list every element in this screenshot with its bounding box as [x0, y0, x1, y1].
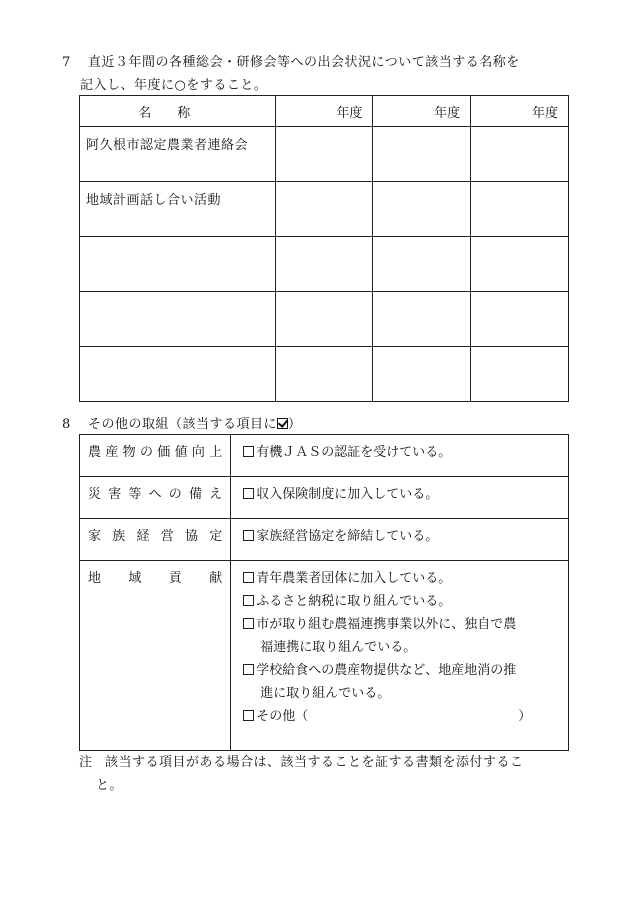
- checkbox-item[interactable]: 学校給食への農産物提供など、地産地消の推: [243, 659, 568, 682]
- meeting-name-cell[interactable]: [80, 347, 276, 402]
- meeting-name-cell[interactable]: 阿久根市認定農業者連絡会: [80, 127, 276, 182]
- checkbox-icon[interactable]: [243, 664, 254, 675]
- section7-title-line2: 記入し、年度に○をすること。: [80, 78, 268, 93]
- section7-heading: [62, 51, 520, 70]
- meeting-name-cell[interactable]: [80, 292, 276, 347]
- category-items: [231, 477, 569, 519]
- year-cell[interactable]: [471, 127, 569, 182]
- table-row: [80, 182, 569, 237]
- category-label: 災害等への備え: [80, 477, 231, 519]
- initiatives-table: [79, 434, 569, 751]
- checkbox-item[interactable]: 収入保険制度に加入している。: [243, 483, 568, 506]
- year-cell[interactable]: [471, 182, 569, 237]
- checked-box-icon: [277, 418, 288, 429]
- table-row: [80, 237, 569, 292]
- checkbox-item[interactable]: 有機ＪＡＳの認証を受けている。: [243, 441, 568, 464]
- table-row: [80, 435, 569, 477]
- checkbox-icon[interactable]: [243, 710, 254, 721]
- checkbox-item[interactable]: 市が取り組む農福連携事業以外に、独自で農: [243, 613, 568, 636]
- attendance-table: [79, 95, 569, 402]
- year-cell[interactable]: [373, 237, 471, 292]
- year-cell[interactable]: [471, 237, 569, 292]
- category-label: 地域貢献: [80, 561, 231, 751]
- checkbox-icon[interactable]: [243, 488, 254, 499]
- table-row: [80, 561, 569, 751]
- year-cell[interactable]: [275, 127, 373, 182]
- year-cell[interactable]: [373, 127, 471, 182]
- checkbox-icon[interactable]: [243, 446, 254, 457]
- year-cell[interactable]: [275, 292, 373, 347]
- note-label: 注: [79, 755, 93, 770]
- checkbox-icon[interactable]: [243, 595, 254, 606]
- section8-title-end: ）: [288, 417, 302, 432]
- year-cell[interactable]: [373, 182, 471, 237]
- header-year-2: 年度: [373, 96, 471, 127]
- section7-title-line1: 直近３年間の各種総会・研修会等への出会状況について該当する名称を: [88, 55, 520, 70]
- table-row: [80, 292, 569, 347]
- table-row: [80, 347, 569, 402]
- meeting-name-cell[interactable]: 地域計画話し合い活動: [80, 182, 276, 237]
- checkbox-item[interactable]: 家族経営協定を締結している。: [243, 525, 568, 548]
- attendance-header-row: [80, 96, 569, 127]
- table-row: [80, 127, 569, 182]
- checkbox-icon[interactable]: [243, 530, 254, 541]
- note-cont: [96, 774, 123, 797]
- checkbox-item-cont: 進に取り組んでいる。: [260, 686, 391, 701]
- category-items: [231, 435, 569, 477]
- section7-number: 7: [62, 55, 71, 70]
- year-cell[interactable]: [373, 347, 471, 402]
- meeting-name-cell[interactable]: [80, 237, 276, 292]
- note-line2: と。: [96, 778, 124, 793]
- header-year-1: 年度: [275, 96, 373, 127]
- checkbox-item-cont: 福連携に取り組んでいる。: [260, 640, 417, 655]
- year-cell[interactable]: [275, 237, 373, 292]
- section8-number: 8: [62, 417, 71, 432]
- header-name: 名称: [80, 96, 276, 127]
- note: [79, 751, 524, 774]
- year-cell[interactable]: [471, 292, 569, 347]
- checkbox-item[interactable]: ふるさと納税に取り組んでいる。: [243, 590, 568, 613]
- section8-title: その他の取組（該当する項目に: [88, 417, 278, 432]
- category-items: [231, 561, 569, 751]
- category-label: 農産物の価値向上: [80, 435, 231, 477]
- note-line1: 該当する項目がある場合は、該当することを証する書類を添付するこ: [105, 755, 524, 770]
- category-label: 家族経営協定: [80, 519, 231, 561]
- table-row: [80, 477, 569, 519]
- category-items: [231, 519, 569, 561]
- checkbox-icon[interactable]: [243, 618, 254, 629]
- checkbox-item-other[interactable]: その他（ ）: [243, 705, 568, 728]
- year-cell[interactable]: [471, 347, 569, 402]
- year-cell[interactable]: [373, 292, 471, 347]
- year-cell[interactable]: [275, 347, 373, 402]
- section7-heading-cont: [80, 74, 267, 93]
- table-row: [80, 519, 569, 561]
- section8-heading: [62, 413, 302, 432]
- checkbox-icon[interactable]: [243, 572, 254, 583]
- header-year-3: 年度: [471, 96, 569, 127]
- checkbox-item[interactable]: 青年農業者団体に加入している。: [243, 567, 568, 590]
- year-cell[interactable]: [275, 182, 373, 237]
